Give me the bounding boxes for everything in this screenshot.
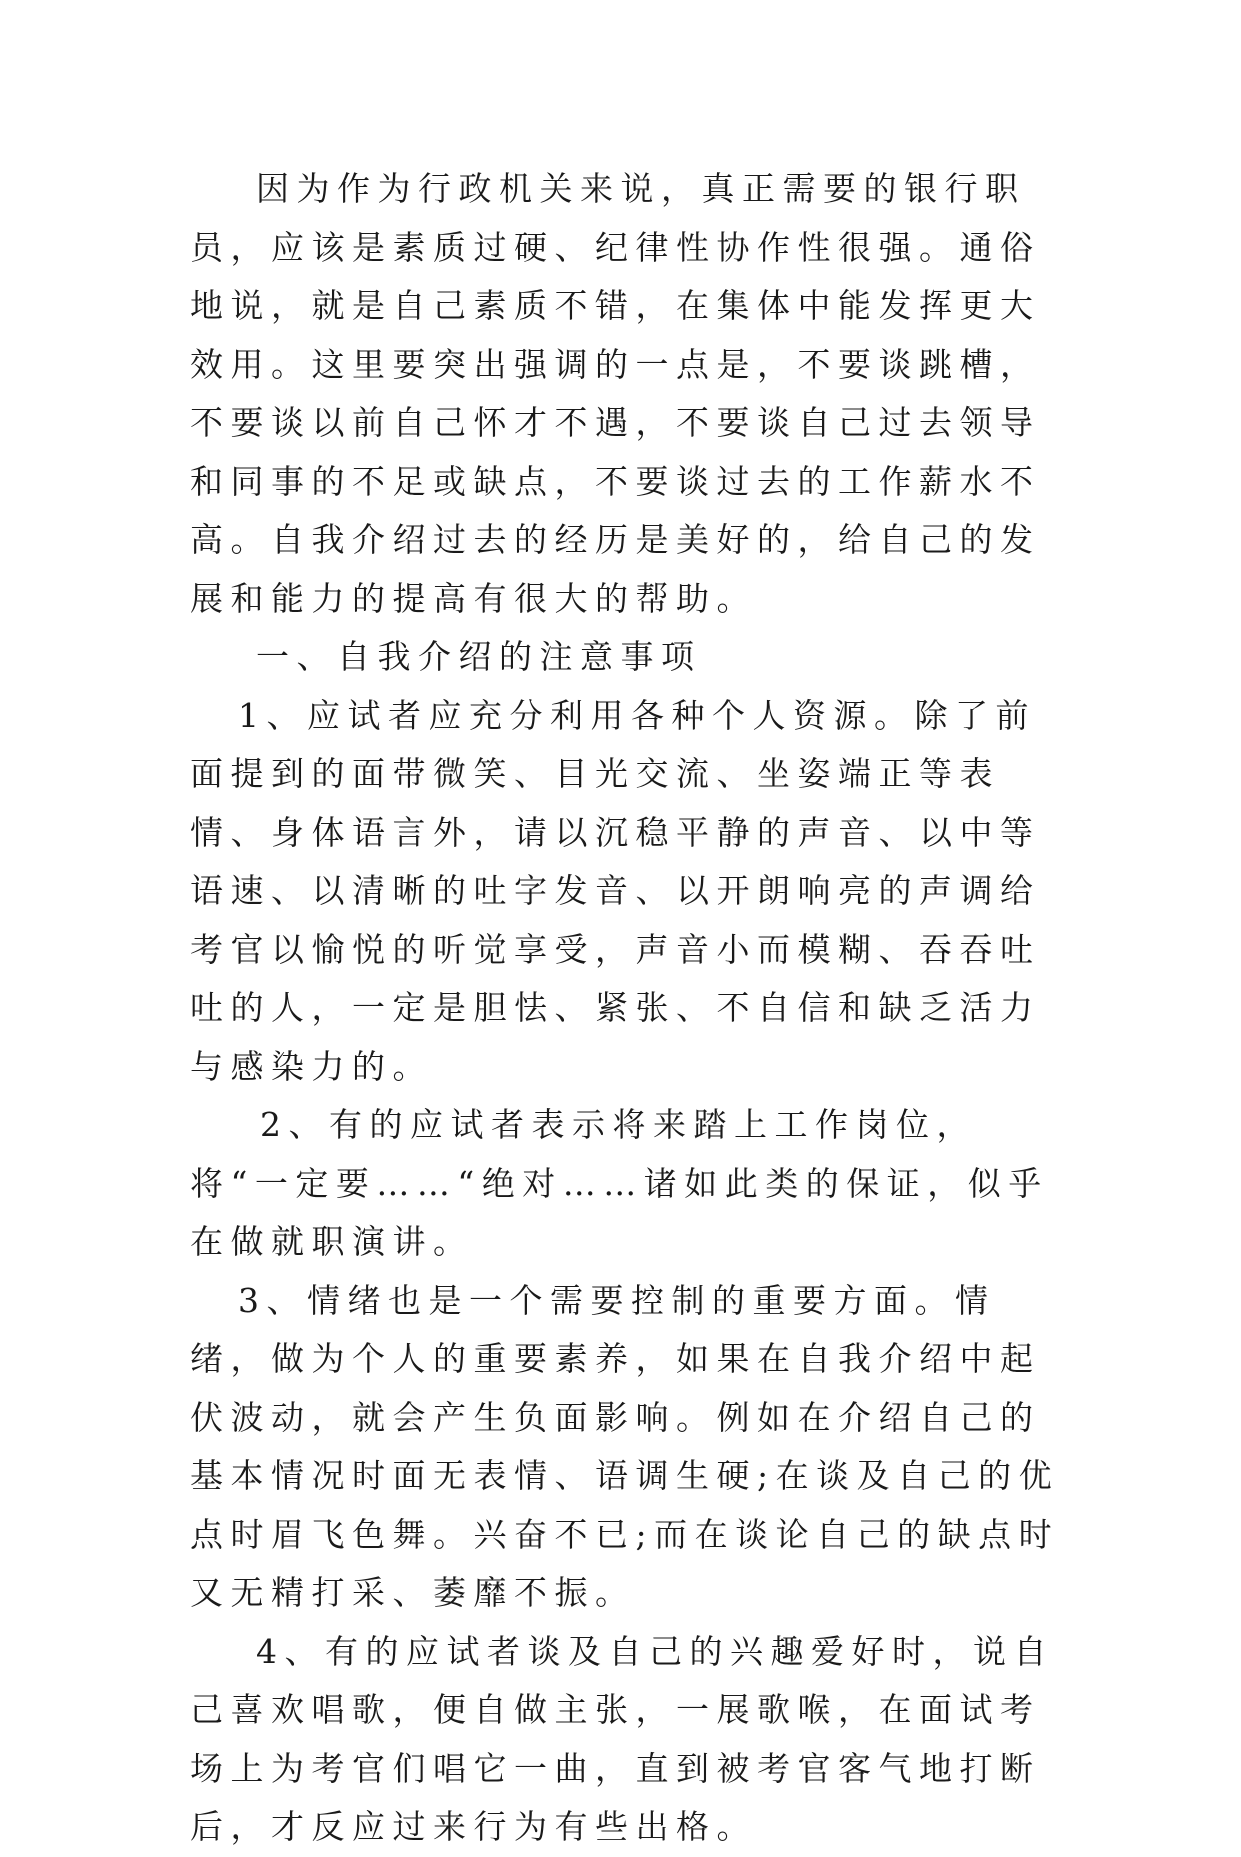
section-heading: 一、自我介绍的注意事项	[256, 637, 702, 676]
paragraph-intro: 因为作为行政机关来说，真正需要的银行职员，应该是素质过硬、纪律性协作性很强。通俗地说，就是自己素质不错，在集体中能发挥更大效用。这里要突出强调的一点是，不要谈跳槽，不要谈以前自己怀才不遇，不要谈自己过去领导和同事的不足或缺点，不要谈过去的工作薪水不高。自我介绍过去的经历是美好的，给自己的发展和能力的提高有很大的帮助。	[190, 169, 1041, 618]
paragraph-item-1: 1、应试者应充分利用各种个人资源。除了前面提到的面带微笑、目光交流、坐姿端正等表情、身体语言外，请以沉稳平静的声音、以中等语速、以清晰的吐字发音、以开朗响亮的声调给考官以愉悦的听觉享受，声音小而模糊、吞吞吐吐的人，一定是胆怯、紧张、不自信和缺乏活力与感染力的。	[190, 695, 1041, 1086]
paragraph-item-4: 4、有的应试者谈及自己的兴趣爱好时，说自己喜欢唱歌，便自做主张，一展歌喉，在面试考场上为考官们唱它一曲，直到被考官客气地打断后，才反应过来行为有些出格。	[190, 1631, 1054, 1846]
document-body	[190, 160, 1070, 1857]
paragraph-item-2: 2、有的应试者表示将来踏上工作岗位，将“一定要……“绝对……诸如此类的保证，似乎在做就职演讲。	[190, 1105, 1049, 1261]
paragraph-item-3: 3、情绪也是一个需要控制的重要方面。情绪，做为个人的重要素养，如果在自我介绍中起伏波动，就会产生负面影响。例如在介绍自己的基本情况时面无表情、语调生硬;在谈及自己的优点时眉飞色舞。兴奋不已;而在谈论自己的缺点时又无精打采、萎靡不振。	[190, 1280, 1060, 1612]
